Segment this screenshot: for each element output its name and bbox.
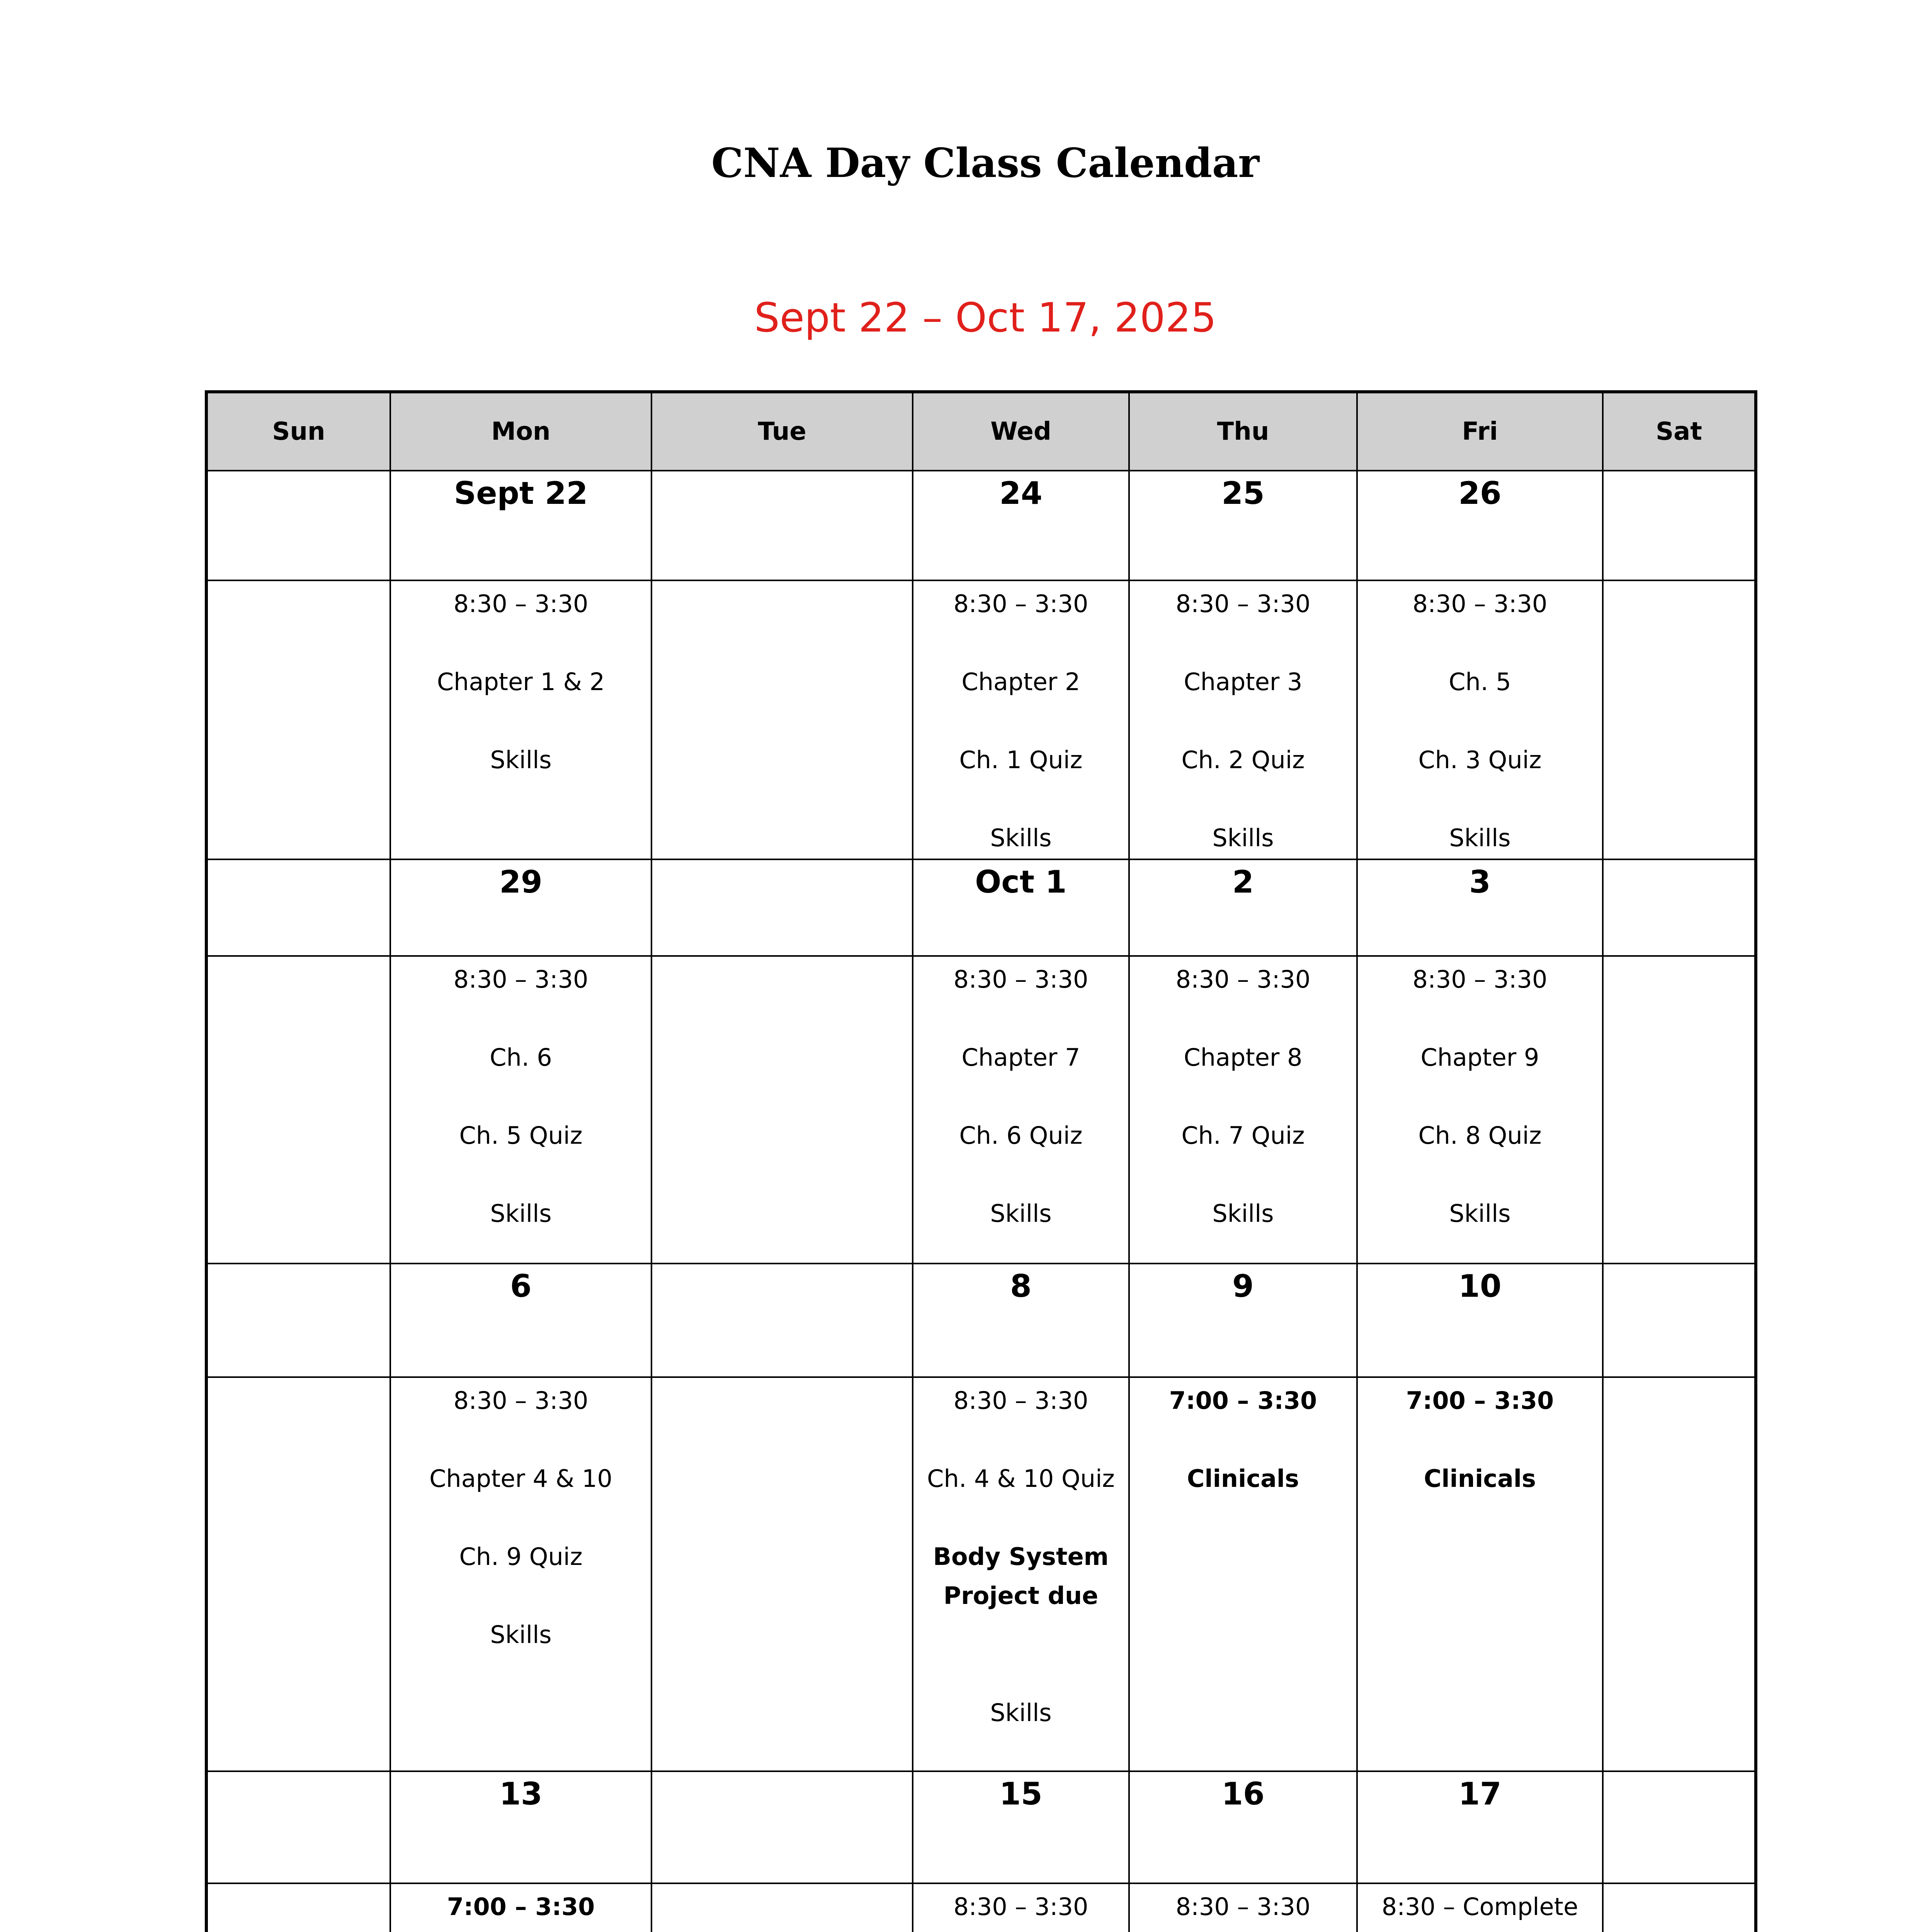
schedule-cell-thu (1129, 956, 1357, 1264)
date-cell-fri: 10 (1357, 1264, 1603, 1377)
session-topic: Chapter 9 (1420, 1043, 1539, 1071)
session-time: 8:30 – 3:30 (1412, 965, 1548, 993)
schedule-cell-mon (390, 1883, 651, 1932)
date-cell-wed: 8 (913, 1264, 1129, 1377)
session-quiz: Ch. 9 Quiz (459, 1543, 583, 1571)
session-quiz: Ch. 3 Quiz (1418, 746, 1542, 774)
schedule-cell-tue (651, 1883, 913, 1932)
date-cell-wed: Oct 1 (913, 859, 1129, 956)
session-activity: Skills (990, 1199, 1052, 1228)
date-cell-wed: 24 (913, 471, 1129, 580)
date-cell-sat (1603, 1264, 1756, 1377)
schedule-cell-mon (390, 580, 651, 859)
date-cell-thu: 9 (1129, 1264, 1357, 1377)
date-cell-sun (206, 859, 390, 956)
schedule-cell-sun (206, 1377, 390, 1771)
date-cell-wed: 15 (913, 1771, 1129, 1883)
session-time: 8:30 – 3:30 (953, 1386, 1088, 1415)
schedule-cell-wed (913, 1883, 1129, 1932)
session-topic: Chapter 4 & 10 (429, 1464, 612, 1493)
schedule-cell-tue (651, 956, 913, 1264)
header-sun: Sun (206, 392, 390, 471)
schedule-cell-fri (1357, 956, 1603, 1264)
schedule-cell-sat (1603, 580, 1756, 859)
schedule-cell-sun (206, 580, 390, 859)
schedule-cell-thu (1129, 1883, 1357, 1932)
session-activity: Skills (490, 746, 552, 774)
schedule-cell-fri (1357, 1883, 1603, 1932)
session-topic: Chapter 8 (1184, 1043, 1303, 1071)
schedule-cell-fri (1357, 580, 1603, 859)
schedule-row (206, 580, 1756, 859)
schedule-cell-mon (390, 956, 651, 1264)
date-cell-thu: 16 (1129, 1771, 1357, 1883)
schedule-row (206, 956, 1756, 1264)
schedule-cell-tue (651, 580, 913, 859)
date-cell-mon: 6 (390, 1264, 651, 1377)
date-cell-fri: 26 (1357, 471, 1603, 580)
session-time: 8:30 – 3:30 (953, 965, 1088, 993)
session-activity: Skills (990, 1699, 1052, 1727)
schedule-cell-sun (206, 956, 390, 1264)
schedule-cell-sun (206, 1883, 390, 1932)
session-clinicals: Clinicals (1423, 1464, 1536, 1493)
session-time: 8:30 – Complete (1381, 1893, 1578, 1921)
session-quiz: Ch. 2 Quiz (1181, 746, 1305, 774)
session-topic: Chapter 1 & 2 (437, 668, 605, 696)
date-cell-sun (206, 1771, 390, 1883)
schedule-cell-wed (913, 1377, 1129, 1771)
calendar-table (205, 390, 1757, 1932)
date-cell-fri: 3 (1357, 859, 1603, 956)
session-topic: Chapter 3 (1184, 668, 1303, 696)
date-cell-mon: 29 (390, 859, 651, 956)
session-quiz: Ch. 6 Quiz (959, 1121, 1083, 1150)
schedule-cell-thu (1129, 580, 1357, 859)
session-activity: Skills (990, 824, 1052, 852)
date-cell-sun (206, 471, 390, 580)
date-cell-sat (1603, 471, 1756, 580)
project-due-line-2: Project due (943, 1582, 1099, 1610)
session-time: 7:00 – 3:30 (447, 1893, 595, 1921)
schedule-cell-mon (390, 1377, 651, 1771)
session-quiz: Ch. 1 Quiz (959, 746, 1083, 774)
weekday-header-row (206, 392, 1756, 471)
session-quiz: Ch. 8 Quiz (1418, 1121, 1542, 1150)
schedule-cell-tue (651, 1377, 913, 1771)
session-activity: Skills (1212, 1199, 1274, 1228)
schedule-cell-wed (913, 580, 1129, 859)
date-cell-mon: Sept 22 (390, 471, 651, 580)
session-activity: Skills (490, 1199, 552, 1228)
date-cell-sat (1603, 859, 1756, 956)
date-row (206, 1264, 1756, 1377)
date-cell-thu: 25 (1129, 471, 1357, 580)
session-time: 8:30 – 3:30 (1175, 590, 1311, 618)
date-cell-sun (206, 1264, 390, 1377)
date-cell-tue (651, 859, 913, 956)
session-activity: Skills (1212, 824, 1274, 852)
session-time: 8:30 – 3:30 (1175, 965, 1311, 993)
session-time: 8:30 – 3:30 (953, 1893, 1088, 1921)
header-tue: Tue (651, 392, 913, 471)
session-topic: Chapter 7 (961, 1043, 1080, 1071)
date-cell-tue (651, 471, 913, 580)
session-quiz: Ch. 7 Quiz (1181, 1121, 1305, 1150)
header-fri: Fri (1357, 392, 1603, 471)
date-cell-tue (651, 1264, 913, 1377)
session-topic: Chapter 2 (961, 668, 1080, 696)
session-time: 8:30 – 3:30 (453, 1386, 588, 1415)
session-time: 8:30 – 3:30 (453, 965, 588, 993)
project-due-line-1: Body System (933, 1543, 1109, 1571)
session-time: 7:00 – 3:30 (1406, 1386, 1554, 1415)
schedule-cell-fri (1357, 1377, 1603, 1771)
session-time: 8:30 – 3:30 (1175, 1893, 1311, 1921)
schedule-row (206, 1883, 1756, 1932)
session-activity: Skills (490, 1621, 552, 1649)
date-cell-sat (1603, 1771, 1756, 1883)
session-time: 8:30 – 3:30 (953, 590, 1088, 618)
schedule-cell-sat (1603, 1883, 1756, 1932)
session-activity: Skills (1449, 824, 1511, 852)
date-cell-mon: 13 (390, 1771, 651, 1883)
session-topic: Ch. 6 (490, 1043, 552, 1071)
date-row (206, 859, 1756, 956)
header-mon: Mon (390, 392, 651, 471)
session-time: 8:30 – 3:30 (1412, 590, 1548, 618)
schedule-cell-wed (913, 956, 1129, 1264)
header-thu: Thu (1129, 392, 1357, 471)
date-range-subtitle: Sept 22 – Oct 17, 2025 (754, 294, 1217, 341)
session-clinicals: Clinicals (1187, 1464, 1299, 1493)
session-quiz: Ch. 5 Quiz (459, 1121, 583, 1150)
schedule-row (206, 1377, 1756, 1771)
schedule-cell-sat (1603, 1377, 1756, 1771)
date-cell-thu: 2 (1129, 859, 1357, 956)
date-row (206, 1771, 1756, 1883)
header-wed: Wed (913, 392, 1129, 471)
date-cell-fri: 17 (1357, 1771, 1603, 1883)
header-sat: Sat (1603, 392, 1756, 471)
schedule-cell-thu (1129, 1377, 1357, 1771)
session-time: 8:30 – 3:30 (453, 590, 588, 618)
date-cell-tue (651, 1771, 913, 1883)
session-activity: Skills (1449, 1199, 1511, 1228)
page-title: CNA Day Class Calendar (711, 139, 1260, 187)
session-time: 7:00 – 3:30 (1169, 1386, 1317, 1415)
session-quiz: Ch. 4 & 10 Quiz (927, 1464, 1115, 1493)
schedule-cell-sat (1603, 956, 1756, 1264)
date-row (206, 471, 1756, 580)
session-topic: Ch. 5 (1449, 668, 1511, 696)
